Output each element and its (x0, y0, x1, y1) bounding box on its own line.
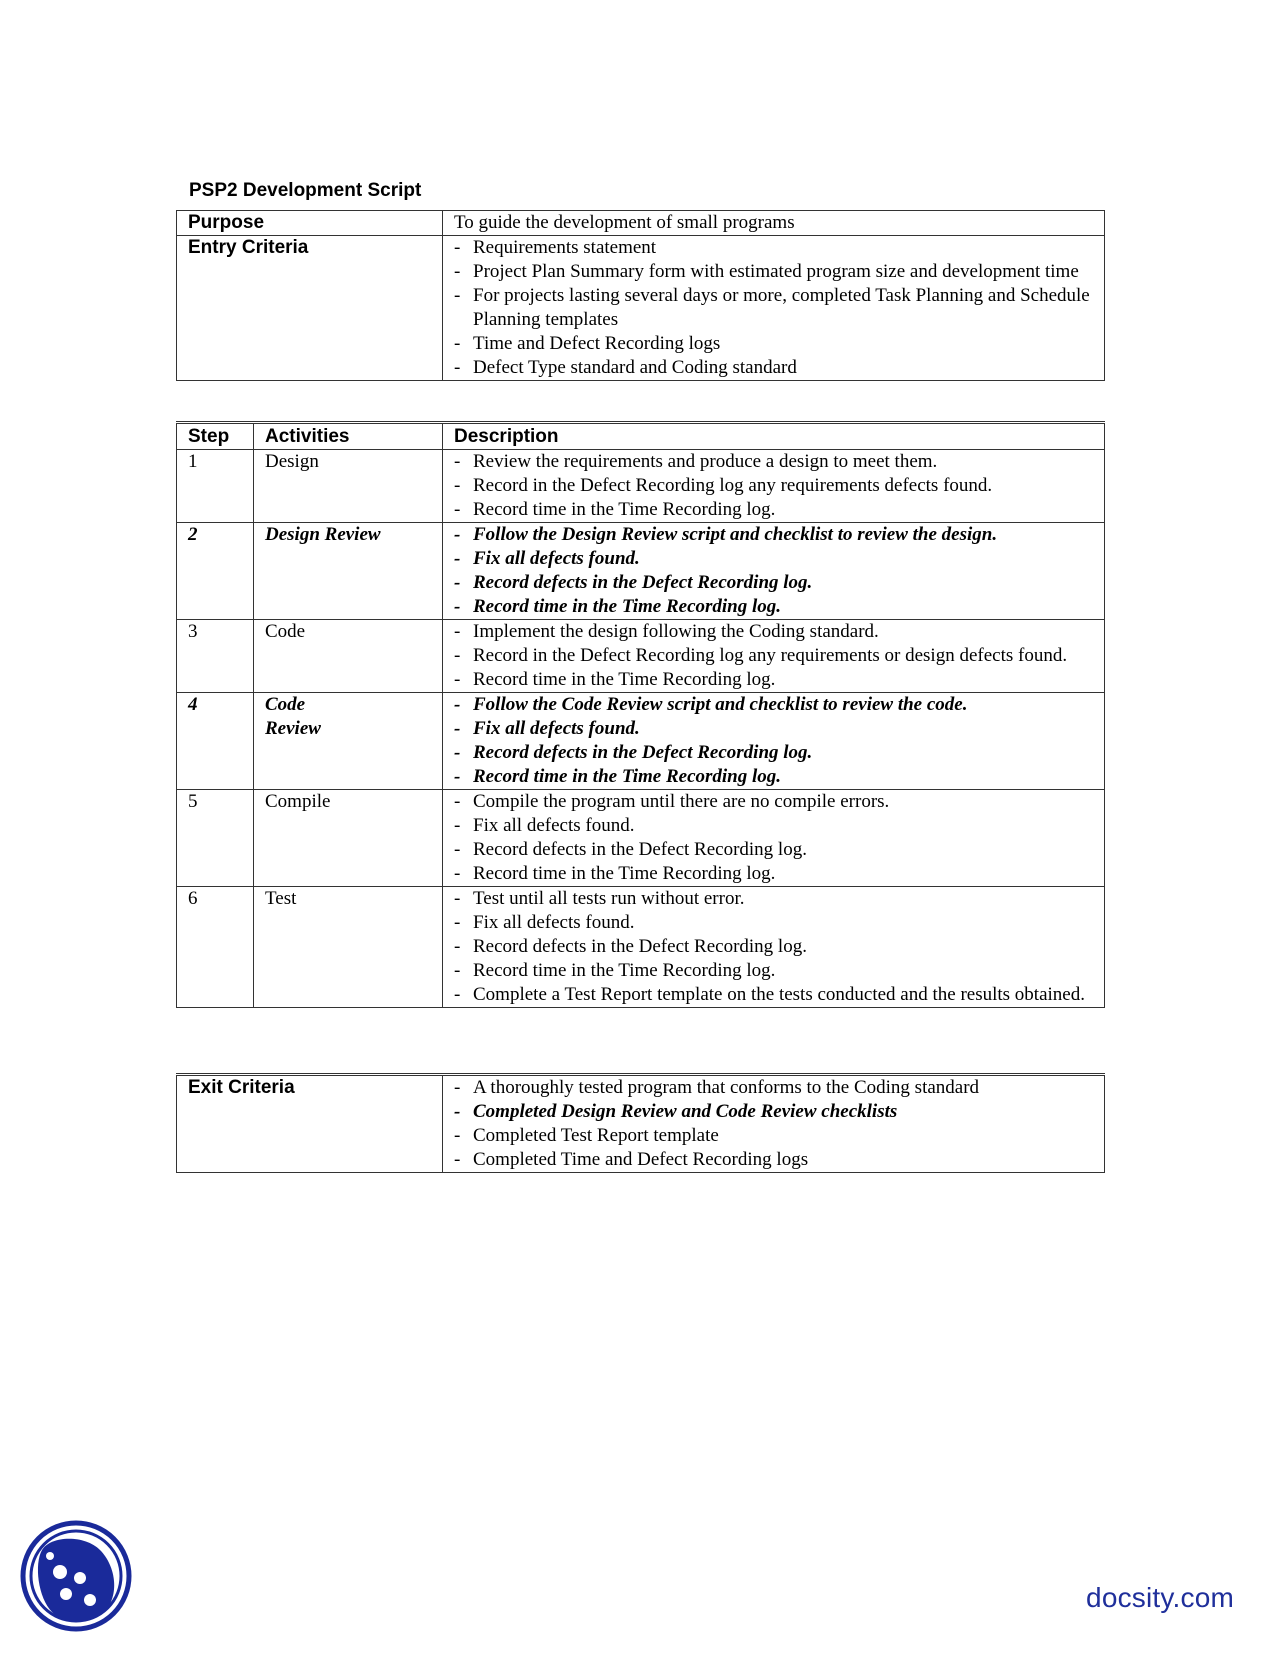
docsity-logo-icon (20, 1520, 132, 1632)
list-item: - Record in the Defect Recording log any requirements or design defects found. (454, 644, 1096, 668)
step-number: 6 (177, 887, 254, 1008)
list-item: - Record time in the Time Recording log. (454, 498, 1096, 522)
list-item: - Implement the design following the Coding standard. (454, 620, 1096, 644)
list-item: - Fix all defects found. (454, 814, 1096, 838)
step-activity: Code Review (254, 693, 443, 790)
list-item: - Record time in the Time Recording log. (454, 862, 1096, 886)
table-row (177, 693, 1105, 790)
step-number: 1 (177, 450, 254, 523)
description-header: Description (443, 423, 1105, 450)
entry-criteria-row (177, 236, 1105, 381)
entry-criteria-label: Entry Criteria (177, 236, 443, 381)
step-number: 5 (177, 790, 254, 887)
step-number: 4 (177, 693, 254, 790)
list-item: - Defect Type standard and Coding standard (454, 356, 1096, 380)
step-number: 3 (177, 620, 254, 693)
table-row (177, 790, 1105, 887)
document-title: PSP2 Development Script (189, 180, 422, 201)
table-row (177, 887, 1105, 1008)
docsity-brand[interactable]: docsity.com (1086, 1582, 1234, 1613)
exit-criteria-row (177, 1075, 1105, 1173)
table-row (177, 450, 1105, 523)
list-item: - Completed Test Report template (454, 1124, 1096, 1148)
step-description (443, 523, 1105, 620)
step-activity: Compile (254, 790, 443, 887)
step-description (443, 887, 1105, 1008)
list-item: - Compile the program until there are no compile errors. (454, 790, 1096, 814)
list-item: - Requirements statement (454, 236, 1096, 260)
list-item: - Fix all defects found. (454, 717, 1096, 741)
step-description (443, 620, 1105, 693)
activities-header: Activities (254, 423, 443, 450)
list-item: - Record time in the Time Recording log. (454, 765, 1096, 789)
entry-table (176, 210, 1105, 381)
steps-header-row (177, 423, 1105, 450)
list-item: - Record defects in the Defect Recording log. (454, 935, 1096, 959)
step-description (443, 693, 1105, 790)
table-row (177, 620, 1105, 693)
list-item: - Time and Defect Recording logs (454, 332, 1096, 356)
list-item: - Fix all defects found. (454, 547, 1096, 571)
step-header: Step (177, 423, 254, 450)
purpose-label: Purpose (177, 211, 443, 236)
list-item: - Record time in the Time Recording log. (454, 959, 1096, 983)
exit-table (176, 1073, 1105, 1173)
list-item: - A thoroughly tested program that conforms to the Coding standard (454, 1076, 1096, 1100)
list-item: - Record defects in the Defect Recording log. (454, 571, 1096, 595)
step-activity: Design Review (254, 523, 443, 620)
list-item: - Record time in the Time Recording log. (454, 668, 1096, 692)
list-item: - Record defects in the Defect Recording log. (454, 838, 1096, 862)
list-item: - For projects lasting several days or more, completed Task Planning and Schedule Planning templates (454, 284, 1096, 332)
list-item: - Complete a Test Report template on the tests conducted and the results obtained. (454, 983, 1096, 1007)
step-description (443, 450, 1105, 523)
exit-criteria-cell (443, 1075, 1105, 1173)
purpose-row (177, 211, 1105, 236)
list-item: - Review the requirements and produce a design to meet them. (454, 450, 1096, 474)
list-item: - Completed Design Review and Code Review checklists (454, 1100, 1096, 1124)
list-item: - Record defects in the Defect Recording log. (454, 741, 1096, 765)
step-activity: Design (254, 450, 443, 523)
list-item: - Follow the Design Review script and checklist to review the design. (454, 523, 1096, 547)
step-number: 2 (177, 523, 254, 620)
step-activity: Code (254, 620, 443, 693)
list-item: - Record time in the Time Recording log. (454, 595, 1096, 619)
step-description (443, 790, 1105, 887)
step-activity: Test (254, 887, 443, 1008)
list-item: - Follow the Code Review script and checklist to review the code. (454, 693, 1096, 717)
table-row (177, 523, 1105, 620)
list-item: - Fix all defects found. (454, 911, 1096, 935)
purpose-text: To guide the development of small programs (443, 211, 1105, 236)
exit-criteria-label: Exit Criteria (177, 1075, 443, 1173)
entry-criteria-cell (443, 236, 1105, 381)
list-item: - Test until all tests run without error. (454, 887, 1096, 911)
list-item: - Completed Time and Defect Recording logs (454, 1148, 1096, 1172)
list-item: - Project Plan Summary form with estimated program size and development time (454, 260, 1096, 284)
list-item: - Record in the Defect Recording log any requirements defects found. (454, 474, 1096, 498)
steps-table (176, 421, 1105, 1008)
